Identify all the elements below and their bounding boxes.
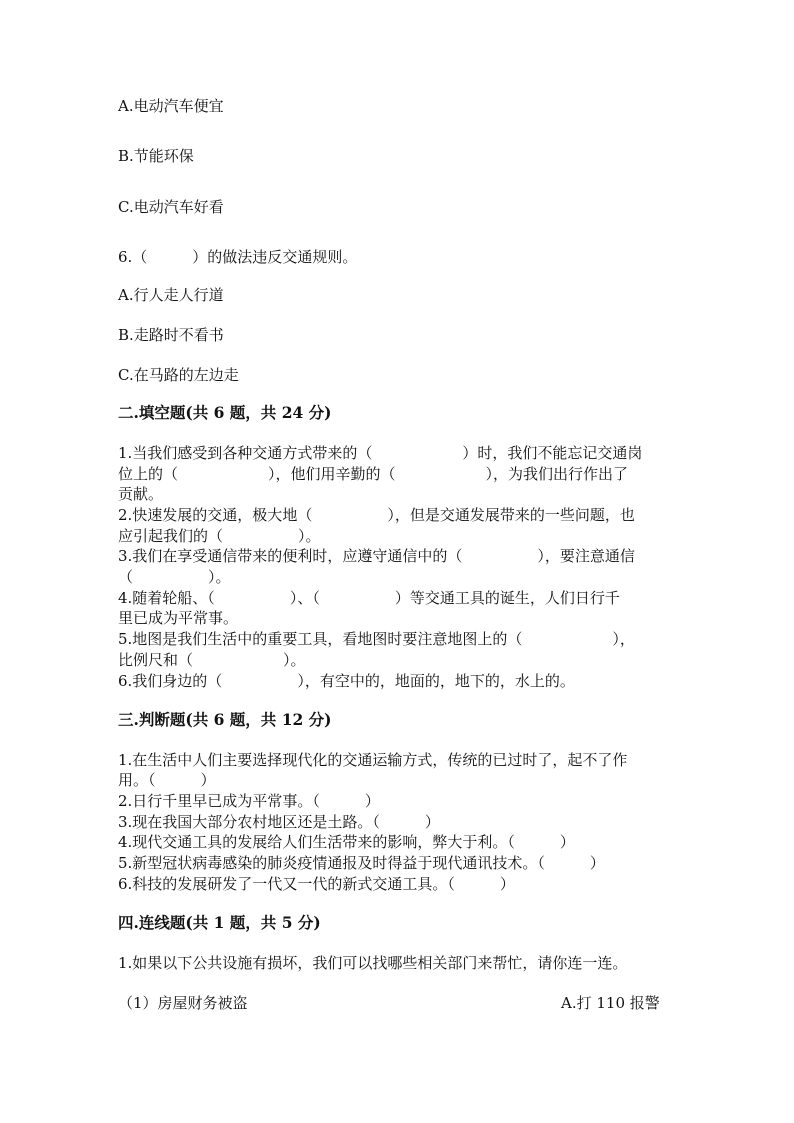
judge-line: 3.现在我国大部分农村地区还是土路。（ ） xyxy=(118,813,440,831)
match-section-heading: 四.连线题(共 1 题，共 5 分) xyxy=(118,913,321,932)
fill-line: 6.我们身边的（ ），有空中的，地面的，地下的，水上的。 xyxy=(118,672,575,690)
match-question: 1.如果以下公共设施有损坏，我们可以找哪些相关部门来帮忙，请你连一连。 xyxy=(118,954,628,972)
fill-line: 位上的（ ），他们用辛勤的（ ），为我们出行作出了 xyxy=(118,465,629,483)
q6-option-b: B.走路时不看书 xyxy=(118,326,224,344)
fill-section-heading: 二.填空题(共 6 题，共 24 分) xyxy=(118,403,332,422)
fill-line: 里已成为平常事。 xyxy=(118,609,239,627)
judge-line: 6.科技的发展研发了一代又一代的新式交通工具。（ ） xyxy=(118,875,515,893)
q5-option-c: C.电动汽车好看 xyxy=(118,198,224,216)
q6-option-c: C.在马路的左边走 xyxy=(118,366,239,384)
q6-option-a: A.行人走人行道 xyxy=(118,286,224,304)
judge-line: 2.日行千里早已成为平常事。（ ） xyxy=(118,792,380,810)
fill-line: 应引起我们的（ ）。 xyxy=(118,527,321,545)
match-left-item: （1）房屋财务被盗 xyxy=(118,994,248,1012)
q5-option-a: A.电动汽车便宜 xyxy=(118,97,224,115)
fill-line: 3.我们在享受通信带来的便利时，应遵守通信中的（ ），要注意通信 xyxy=(118,547,635,565)
fill-line: 比例尺和（ ）。 xyxy=(118,651,306,669)
q6-stem: 6.（ ）的做法违反交通规则。 xyxy=(118,248,358,266)
fill-line: （ ）。 xyxy=(118,568,231,586)
fill-line: 贡献。 xyxy=(118,485,164,503)
fill-line: 2.快速发展的交通，极大地（ ），但是交通发展带来的一些问题，也 xyxy=(118,506,635,524)
match-right-item: A.打 110 报警 xyxy=(561,994,660,1012)
fill-line: 4.随着轮船、（ ）、（ ）等交通工具的诞生，人们日行千 xyxy=(118,589,620,607)
judge-line: 1.在生活中人们主要选择现代化的交通运输方式，传统的已过时了，起不了作 xyxy=(118,751,628,769)
judge-line: 5.新型冠状病毒感染的肺炎疫情通报及时得益于现代通讯技术。（ ） xyxy=(118,854,605,872)
judge-line: 4.现代交通工具的发展给人们生活带来的影响，弊大于利。（ ） xyxy=(118,833,575,851)
fill-line: 5.地图是我们生活中的重要工具，看地图时要注意地图上的（ ）， xyxy=(118,630,635,648)
fill-line: 1.当我们感受到各种交通方式带来的（ ）时，我们不能忘记交通岗 xyxy=(118,444,643,462)
judge-line: 用。（ ） xyxy=(118,771,216,789)
judge-section-heading: 三.判断题(共 6 题，共 12 分) xyxy=(118,710,332,729)
q5-option-b: B.节能环保 xyxy=(118,147,194,165)
